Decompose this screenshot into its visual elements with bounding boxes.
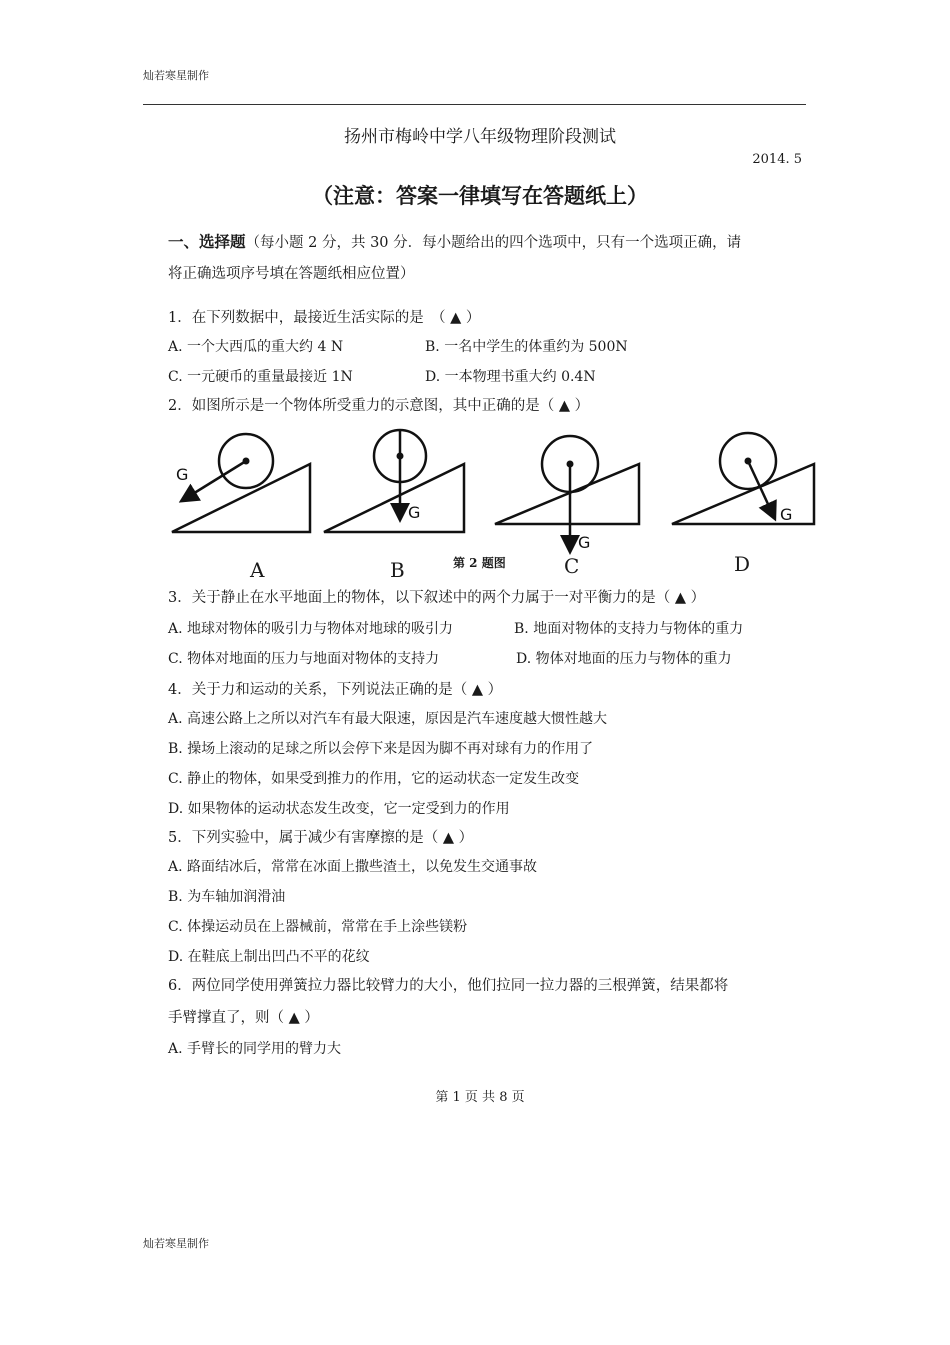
q5-stem: 5．下列实验中，属于减少有害摩擦的是（ ▲ ） bbox=[168, 830, 474, 846]
diagram-a bbox=[172, 434, 310, 532]
scanned-exam-page bbox=[140, 108, 820, 1128]
page-header-text: 灿若寒星制作 bbox=[143, 69, 209, 82]
page-footer-text: 灿若寒星制作 bbox=[143, 1237, 209, 1250]
q6-stem-2: 手臂撑直了，则（ ▲ ） bbox=[168, 1010, 319, 1026]
q1-option-b: B. 一名中学生的体重约为 500N bbox=[425, 339, 628, 355]
label-g-b: G bbox=[408, 503, 421, 522]
section-description-2: 将正确选项序号填在答题纸相应位置） bbox=[168, 266, 415, 282]
q1-option-a: A. 一个大西瓜的重大约 4 N bbox=[168, 339, 344, 355]
q5-option-d: D. 在鞋底上制出凹凸不平的花纹 bbox=[168, 949, 370, 965]
diagram-label-c: C bbox=[564, 554, 580, 578]
label-g-c: G bbox=[578, 533, 591, 552]
exam-date: 2014. 5 bbox=[752, 152, 802, 167]
answer-notice: （注意：答案一律填写在答题纸上） bbox=[312, 184, 648, 208]
q5-option-c: C. 体操运动员在上器械前，常常在手上涂些镁粉 bbox=[168, 919, 468, 935]
q3-option-d: D. 物体对地面的压力与物体的重力 bbox=[516, 651, 732, 667]
diagram-label-a: A bbox=[250, 558, 265, 582]
q2-figure-caption: 第 2 题图 bbox=[453, 556, 506, 570]
section-description-1: （每小题 2 分，共 30 分．每小题给出的四个选项中，只有一个选项正确，请 bbox=[245, 235, 742, 251]
q1-option-d: D. 一本物理书重大约 0.4N bbox=[425, 369, 596, 385]
q4-option-b: B. 操场上滚动的足球之所以会停下来是因为脚不再对球有力的作用了 bbox=[168, 741, 594, 757]
section-heading: 一、选择题 bbox=[168, 233, 246, 251]
exam-title: 扬州市梅岭中学八年级物理阶段测试 bbox=[344, 127, 616, 147]
label-g-d: G bbox=[780, 505, 793, 524]
q5-option-b: B. 为车轴加润滑油 bbox=[168, 889, 286, 905]
q3-option-b: B. 地面对物体的支持力与物体的重力 bbox=[514, 621, 744, 637]
section-heading-line bbox=[168, 230, 741, 252]
q2-stem: 2．如图所示是一个物体所受重力的示意图，其中正确的是（ ▲ ） bbox=[168, 398, 590, 414]
q3-option-a: A. 地球对物体的吸引力与物体对地球的吸引力 bbox=[168, 621, 454, 637]
diagram-label-d: D bbox=[734, 552, 751, 576]
q1-stem: 1．在下列数据中，最接近生活实际的是 （ ▲ ） bbox=[168, 310, 481, 326]
q3-stem: 3．关于静止在水平地面上的物体，以下叙述中的两个力属于一对平衡力的是（ ▲ ） bbox=[168, 590, 706, 606]
q4-option-d: D. 如果物体的运动状态发生改变，它一定受到力的作用 bbox=[168, 801, 510, 817]
q4-option-a: A. 高速公路上之所以对汽车有最大限速，原因是汽车速度越大惯性越大 bbox=[168, 711, 608, 727]
diagram-label-b: B bbox=[390, 558, 405, 582]
q6-option-a: A. 手臂长的同学用的臂力大 bbox=[168, 1041, 342, 1057]
diagram-c bbox=[495, 436, 639, 550]
q5-option-a: A. 路面结冰后，常常在冰面上撒些渣土，以免发生交通事故 bbox=[168, 859, 538, 875]
diagram-d bbox=[672, 433, 814, 524]
q4-option-c: C. 静止的物体，如果受到推力的作用，它的运动状态一定发生改变 bbox=[168, 771, 580, 787]
header-divider bbox=[143, 104, 806, 105]
q1-option-c: C. 一元硬币的重量最接近 1N bbox=[168, 369, 353, 385]
page-number: 第 1 页 共 8 页 bbox=[435, 1090, 525, 1105]
q3-option-c: C. 物体对地面的压力与地面对物体的支持力 bbox=[168, 651, 440, 667]
q6-stem-1: 6．两位同学使用弹簧拉力器比较臂力的大小，他们拉同一拉力器的三根弹簧，结果都将 bbox=[168, 978, 729, 994]
q4-stem: 4．关于力和运动的关系，下列说法正确的是（ ▲ ） bbox=[168, 682, 503, 698]
q2-figure bbox=[168, 426, 818, 586]
diagram-b bbox=[324, 430, 464, 532]
label-g-a: G bbox=[176, 465, 189, 484]
